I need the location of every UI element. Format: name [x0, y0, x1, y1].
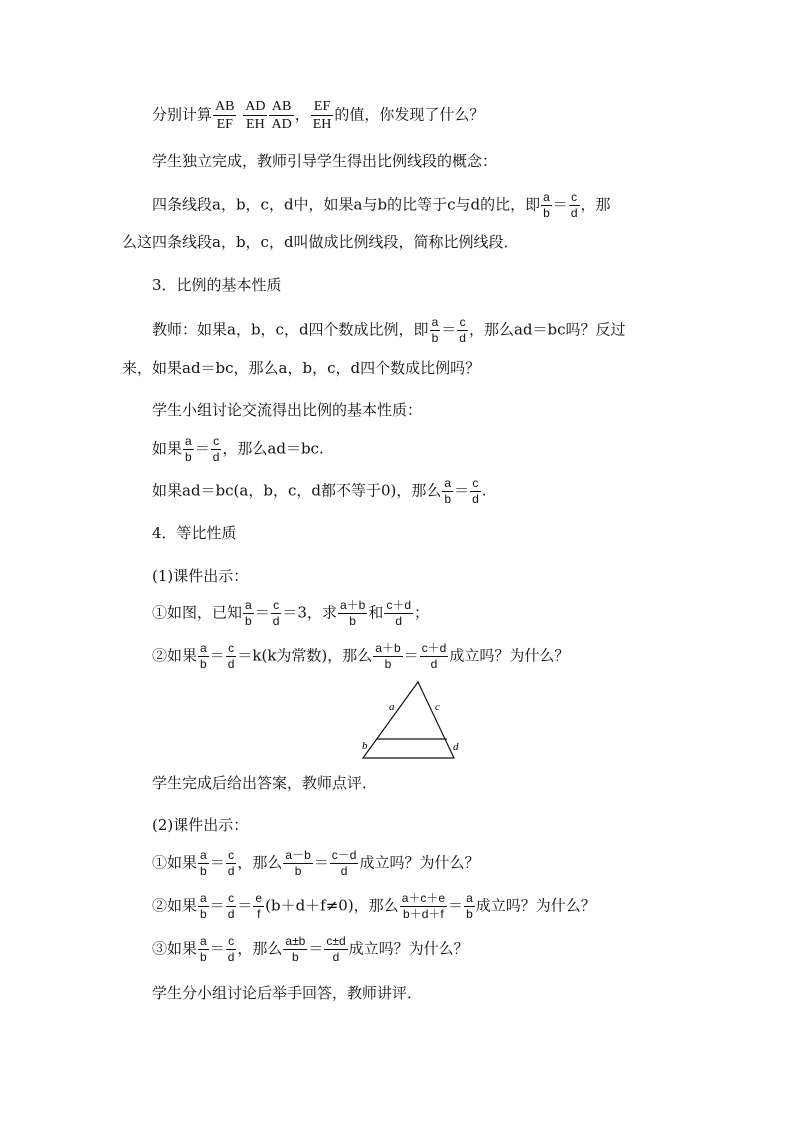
fraction-a-b: $\frac{a}{b}$: [543, 190, 550, 220]
fraction-c-d: $\frac{c}{d}$: [227, 641, 235, 671]
paragraph-line: 学生分小组讨论后举手回答，教师讲评．: [152, 984, 423, 1002]
section-heading: 4．等比性质: [152, 524, 237, 542]
fraction-c-d: $\frac{c}{d}$: [227, 848, 235, 878]
fraction-a-minus-b-over-b: $\frac{a-b}{b}$: [285, 848, 311, 878]
fraction-e-f: $\frac{e}{f}$: [255, 891, 263, 921]
fraction-c-pm-d-over-d: $\frac{c\pm d}{d}$: [326, 934, 346, 964]
compute-ratios-line: 分别计算 $\frac{AB}{EF}$ $\frac{AD}{EH}$ $\frac{AB}{AD}$ ， $\frac{EF}{EH}$ 的值，你发现了什么？: [152, 99, 485, 132]
paragraph-line: (1)课件出示：: [152, 567, 249, 585]
fraction-c-d: $\frac{c}{d}$: [570, 190, 578, 220]
fraction-a-plus-b-over-b: $\frac{a+b}{b}$: [339, 598, 366, 628]
paragraph-line: 么这四条线段a，b，c，d叫做成比例线段，简称比例线段．: [122, 233, 519, 251]
label-b: b: [362, 740, 368, 752]
fraction-a-b: $\frac{a}{b}$: [200, 891, 207, 921]
fraction-ad-eh: $\frac{AD}{EH}$: [245, 99, 266, 132]
paragraph-line: 学生独立完成，教师引导学生得出比例线段的概念：: [152, 152, 498, 170]
text: 分别计算: [152, 105, 213, 124]
fraction-c-plus-d-over-d: $\frac{c+d}{d}$: [421, 641, 447, 671]
section-heading: 3．比例的基本性质: [152, 276, 282, 294]
paragraph-line: 来，如果ad＝bc，那么a，b，c，d四个数成比例吗？: [122, 359, 481, 377]
paragraph-line: (2)课件出示：: [152, 816, 249, 834]
fraction-a-b: $\frac{a}{b}$: [200, 848, 207, 878]
paragraph-line: 学生小组讨论交流得出比例的基本性质：: [152, 401, 423, 419]
teacher-question-line: 教师：如果a，b，c，d四个数成比例，即 $\frac{a}{b}$ ＝ $\frac{c}{d}$ ，那么ad＝bc吗？反过: [152, 315, 626, 345]
fraction-a-b: $\frac{a}{b}$: [200, 641, 207, 671]
fraction-ab-ef: $\frac{AB}{EF}$: [215, 99, 235, 132]
fraction-c-d: $\frac{c}{d}$: [272, 598, 280, 628]
label-a: a: [389, 701, 395, 713]
exercise-line: ②如果 $\frac{a}{b}$ ＝ $\frac{c}{d}$ ＝ $\frac{e}{f}$ (b＋d＋f≠0)，那么 $\frac{a+c+e}{b+d+f}$ ＝ $\frac{a}{b}$ 成立吗？为什么？: [152, 891, 596, 921]
fraction-c-d: $\frac{c}{d}$: [472, 476, 479, 506]
fraction-ef-eh: $\frac{EF}{EH}$: [312, 99, 332, 132]
exercise-line: ①如图，已知 $\frac{a}{b}$ ＝ $\frac{c}{d}$ ＝3，求 $\frac{a+b}{b}$ 和 $\frac{c+d}{d}$ ；: [152, 598, 430, 628]
fraction-a-b: $\frac{a}{b}$: [444, 476, 452, 506]
triangle-figure: [358, 679, 468, 761]
fraction-sum-over-sum: $\frac{a+c+e}{b+d+f}$: [401, 891, 446, 921]
triangle-outline: [363, 682, 454, 758]
label-c: c: [435, 701, 440, 713]
definition-line: 四条线段a，b，c，d中，如果a与b的比等于c与d的比，即 $\frac{a}{b}$ ＝ $\frac{c}{d}$ ，那: [152, 190, 611, 220]
fraction-c-d: $\frac{c}{d}$: [212, 434, 220, 464]
fraction-a-b: $\frac{a}{b}$: [200, 934, 207, 964]
exercise-line: ①如果 $\frac{a}{b}$ ＝ $\frac{c}{d}$ ，那么 $\frac{a-b}{b}$ ＝ $\frac{c-d}{d}$ 成立吗？为什么？: [152, 848, 480, 878]
fraction-a-pm-b-over-b: $\frac{a\pm b}{b}$: [285, 934, 306, 964]
fraction-c-minus-d-over-d: $\frac{c-d}{d}$: [331, 848, 357, 878]
fraction-a-b: $\frac{a}{b}$: [185, 434, 192, 464]
property-converse-line: 如果ad＝bc(a，b，c，d都不等于0)，那么 $\frac{a}{b}$ ＝ $\frac{c}{d}$ .: [152, 476, 487, 506]
fraction-ab-ad: $\frac{AB}{AD}$: [271, 99, 292, 132]
fraction-a-plus-b-over-b: $\frac{a+b}{b}$: [375, 641, 401, 671]
property-line: 如果 $\frac{a}{b}$ ＝ $\frac{c}{d}$ ，那么ad＝bc.: [152, 434, 324, 464]
fraction-c-d: $\frac{c}{d}$: [227, 891, 235, 921]
fraction-c-d: $\frac{c}{d}$: [227, 934, 235, 964]
fraction-c-d: $\frac{c}{d}$: [459, 315, 466, 345]
label-d: d: [453, 741, 459, 753]
exercise-line: ②如果 $\frac{a}{b}$ ＝ $\frac{c}{d}$ ＝k(k为常数)，那么 $\frac{a+b}{b}$ ＝ $\frac{c+d}{d}$ 成立吗？为什么？: [152, 641, 570, 671]
fraction-c-plus-d-over-d: $\frac{c+d}{d}$: [386, 598, 412, 628]
exercise-line: ③如果 $\frac{a}{b}$ ＝ $\frac{c}{d}$ ，那么 $\frac{a\pm b}{b}$ ＝ $\frac{c\pm d}{d}$ 成立吗？为什么？: [152, 934, 469, 964]
fraction-a-b: $\frac{a}{b}$: [431, 315, 439, 345]
fraction-a-b: $\frac{a}{b}$: [245, 598, 252, 628]
fraction-a-b: $\frac{a}{b}$: [466, 891, 473, 921]
paragraph-line: 学生完成后给出答案，教师点评．: [152, 774, 378, 792]
